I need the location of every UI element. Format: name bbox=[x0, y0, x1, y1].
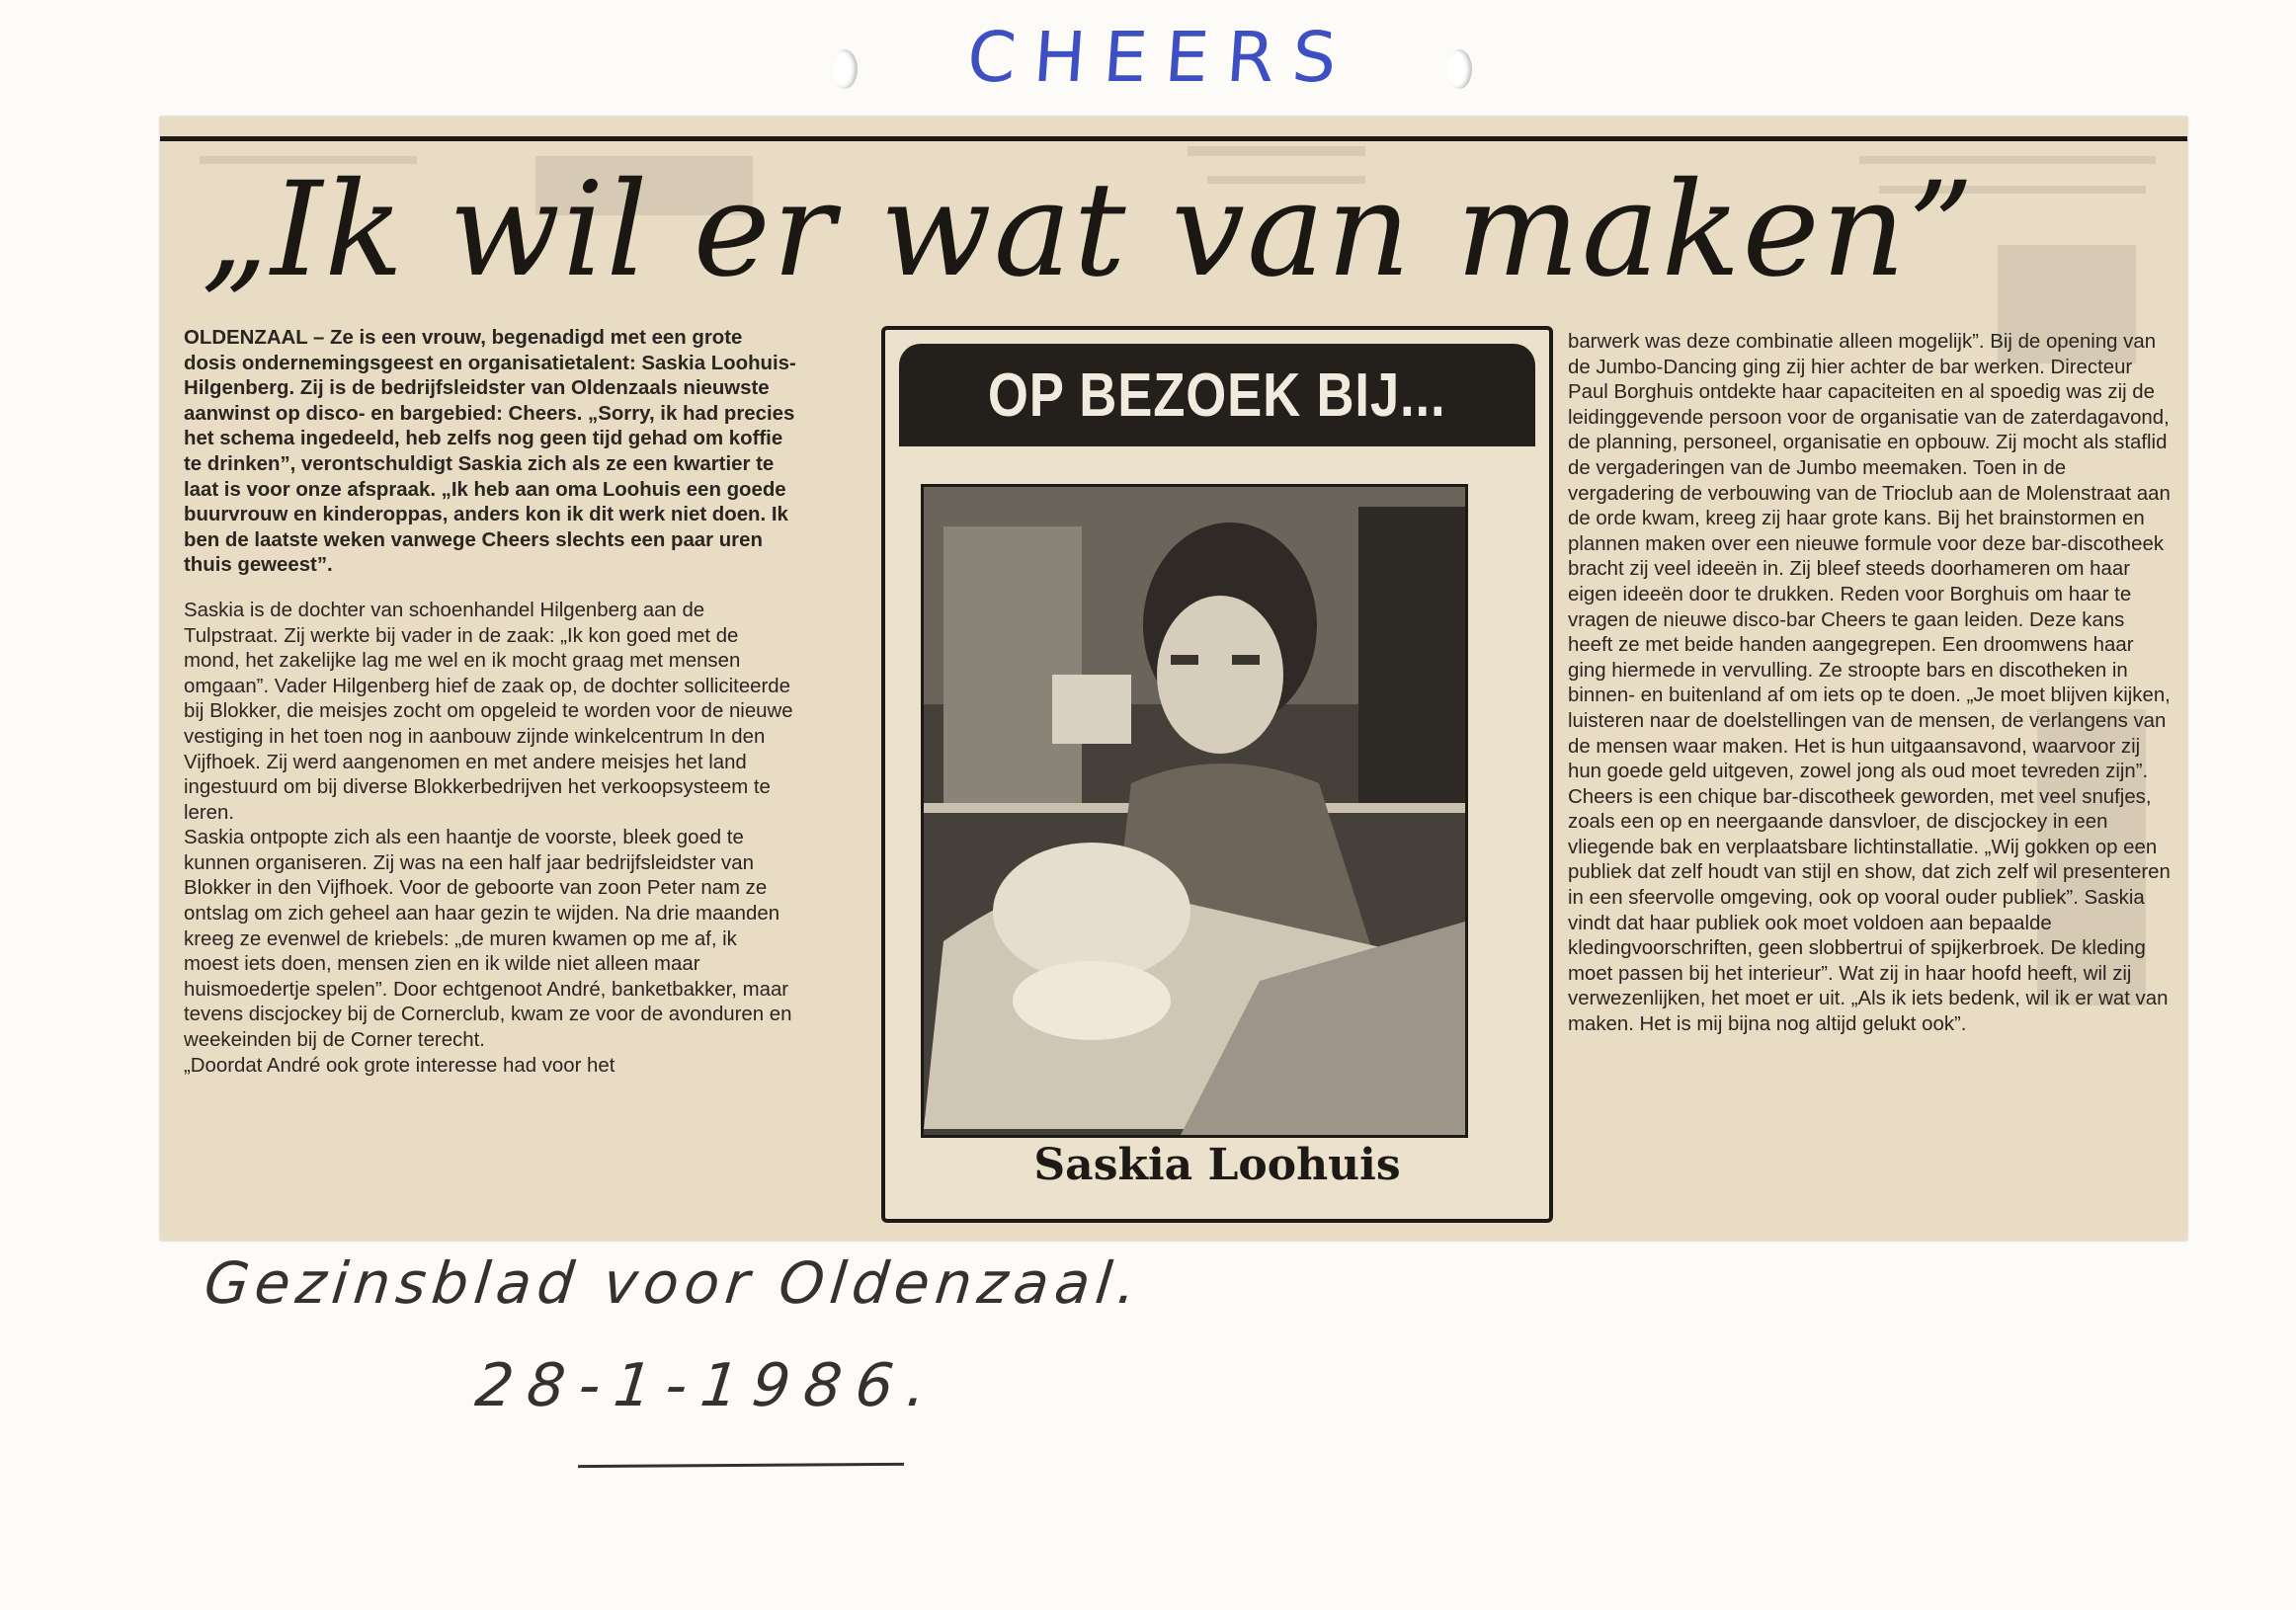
handwritten-underline bbox=[578, 1463, 904, 1468]
paragraph: „Doordat André ook grote interesse had voor het bbox=[184, 1054, 615, 1077]
punch-hole-right bbox=[1446, 49, 1472, 89]
right-column bbox=[1568, 330, 2171, 1038]
portrait-photo bbox=[921, 484, 1468, 1138]
headline: „Ik wil er wat van maken” bbox=[201, 154, 1977, 306]
paragraph: Cheers is een chique bar-discotheek geworden, met veel snufjes, zoals een op en neergaande dansvloer, de discjockey in een vliegende bak en verplaatsbare lichtinstallatie. „Wij gokken op een publiek dat zelf houdt van stijl en show, dat zich zelf wil presenteren in een sfeervolle omgeving, ook op vooral ouder publiek”. Saskia vindt dat haar publiek ook moet voldoen aan bepaalde kledingvoorschriften, geen slobbertrui of spijkerbroek. De kleding moet passen bij het interieur”. Wat zij in haar hoofd heeft, wil zij verwezenlijken, het moet er uit. „Als ik iets bedenk, wil ik er wat van maken. Het is mij bijna nog altijd gelukt ook”. bbox=[1568, 785, 2171, 1036]
portrait-photo-image bbox=[924, 487, 1465, 1135]
feature-box bbox=[881, 326, 1553, 1223]
top-rule bbox=[160, 136, 2187, 141]
photo-caption: Saskia Loohuis bbox=[1033, 1140, 1401, 1190]
left-column bbox=[184, 326, 796, 1079]
handwritten-date: 28-1-1986. bbox=[471, 1351, 943, 1420]
newspaper-clipping bbox=[160, 117, 2187, 1241]
banner-label: OP BEZOEK BIJ... bbox=[988, 361, 1446, 430]
section-banner bbox=[899, 344, 1535, 446]
handwritten-source: Gezinsblad voor Oldenzaal. bbox=[201, 1249, 1146, 1317]
punch-hole-left bbox=[832, 49, 858, 89]
paragraph: Saskia is de dochter van schoenhandel Hilgenberg aan de Tulpstraat. Zij werkte bij vader in de zaak: „Ik kon goed met de mond, het zakelijke lag me wel en ik mocht graag met mensen omgaan”. Vader Hilgenberg hief de zaak op, de dochter solliciteerde bij Blokker, die meisjes zocht om opgeleid te worden voor de nieuwe vestiging in het toen nog in aanbouw zijnde winkelcentrum In den Vijfhoek. Zij werd aangenomen en met andere meisjes het land ingestuurd om bij diverse Blokkerbedrijven het verkoopsysteem te leren. bbox=[184, 599, 793, 824]
lead-paragraph: OLDENZAAL – Ze is een vrouw, begenadigd met een grote dosis ondernemingsgeest en organisatietalent: Saskia Loohuis-Hilgenberg. Zij is de bedrijfsleidster van Oldenzaals nieuwste aanwinst op disco- en bargebied: Cheers. „Sorry, ik had precies het schema ingedeeld, heb zelfs nog geen tijd gehad om koffie te drinken”, verontschuldigt Saskia zich als ze een kwartier te laat is voor onze afspraak. „Ik heb aan oma Loohuis een goede buurvrouw en kinderoppas, anders kon ik dit werk niet doen. Ik ben de laatste weken vanwege Cheers slechts een paar uren thuis geweest”. bbox=[184, 327, 796, 577]
paragraph: Saskia ontpopte zich als een haantje de voorste, bleek goed te kunnen organiseren. Zij was na een half jaar bedrijfsleidster van Blokker in den Vijfhoek. Voor de geboorte van zoon Peter nam ze ontslag om zich geheel aan haar gezin te wijden. Na drie maanden kreeg ze evenwel de kriebels: „de muren kwamen op me af, ik moest iets doen, mensen zien en ik wilde niet alleen maar huismoedertje spelen”. Door echtgenoot André, banketbakker, maar tevens discjockey bij de Cornerclub, kwam ze voor de avonduren en weekeinden bij de Corner terecht. bbox=[184, 827, 792, 1052]
paragraph: barwerk was deze combinatie alleen mogelijk”. Bij de opening van de Jumbo-Dancing ging zij hier achter de bar werken. Directeur Paul Borghuis ontdekte haar capaciteiten en al spoedig was zij de leidinggevende persoon voor de organisatie van de zaterdagavond, de planning, personeel, organisatie en opbouw. Zij mocht als staflid de vergaderingen van de Jumbo meemaken. Toen in de vergadering de verbouwing van de Trioclub aan de Molenstraat aan de orde kwam, kreeg zij haar grote kans. Bij het brainstormen en plannen maken over een nieuwe formule voor deze bar-discotheek bracht zij veel ideeën in. Zij bleef steeds doorhameren om haar eigen ideeën door te drukken. Reden voor Borghuis om haar te vragen de nieuwe disco-bar Cheers te gaan leiden. Deze kans heeft ze met beide handen aangegrepen. Een droomwens haar ging hiermede in vervulling. Ze stroopte bars en discotheken in binnen- en buitenland af om iets op te doen. „Je moet blijven kijken, luisteren naar de doelstellingen van de mensen, de verlangens van de mensen waar maken. Het is hun uitgaansavond, waarvoor zij hun goede geld uitgeven, zowel jong als oud moet tevreden zijn”. bbox=[1568, 331, 2171, 783]
handwritten-annotation-top: CHEERS bbox=[964, 17, 1357, 98]
